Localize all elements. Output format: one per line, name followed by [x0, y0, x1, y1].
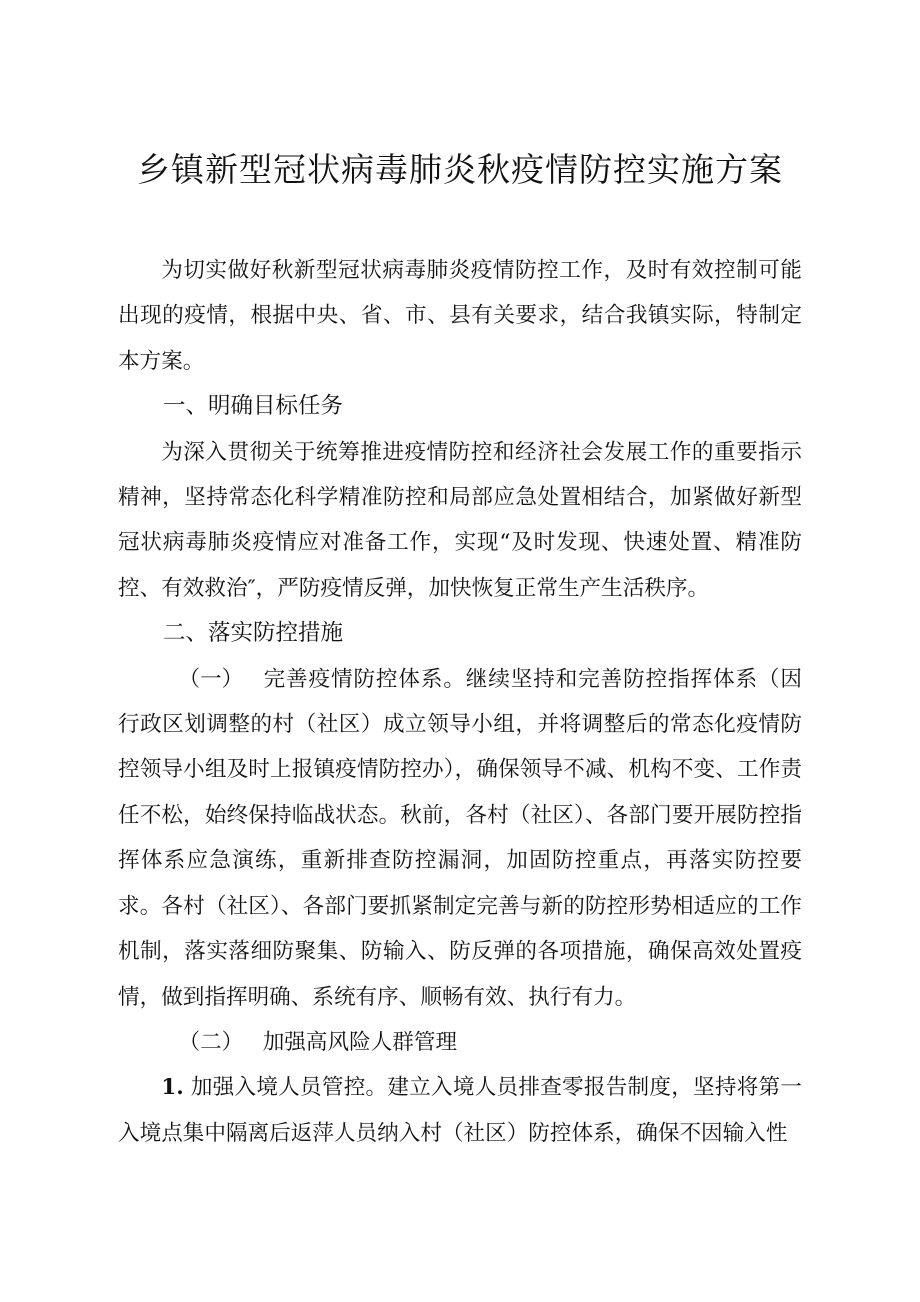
point-1-paragraph: [118, 1065, 802, 1156]
intro-paragraph: 为切实做好秋新型冠状病毒肺炎疫情防控工作，及时有效控制可能出现的疫情，根据中央、省、市、县有关要求，结合我镇实际，特制定本方案。: [118, 258, 802, 374]
subsection-2-marker: （二）: [178, 1029, 244, 1055]
subsection-1-paragraph: [118, 657, 802, 1020]
document-body: [118, 248, 802, 1156]
point-1-text: 加强入境人员管控。建立入境人员排查零报告制度，坚持将第一入境点集中隔离后返萍人员纳入村（社区）防控体系，确保不因输入性: [118, 1075, 802, 1146]
section-heading-1: 一、明确目标任务: [163, 393, 344, 420]
point-1-number: 1.: [161, 1075, 184, 1101]
document-title: 乡镇新型冠状病毒肺炎秋疫情防控实施方案: [137, 150, 783, 189]
subsection-1-marker: （一）: [178, 666, 244, 692]
subsection-1-text: 完善疫情防控体系。继续坚持和完善防控指挥体系（因行政区划调整的村（社区）成立领导小组，并将调整后的常态化疫情防控领导小组及时上报镇疫情防控办），确保领导不减、机构不变、工作责任不松，始终保持临战状态。秋前，各村（社区）、各部门要开展防控指挥体系应急演练，重新排查防控漏洞，加固防控重点，再落实防控要求。各村（社区）、各部门要抓紧制定完善与新的防控形势相适应的工作机制，落实落细防聚集、防输入、防反弹的各项措施，确保高效处置疫情，做到指挥明确、系统有序、顺畅有效、执行有力。: [118, 666, 802, 1010]
subsection-2-text: 加强高风险人群管理: [262, 1029, 458, 1055]
section-heading-2: 二、落实防控措施: [163, 620, 344, 647]
subsection-2-paragraph: [118, 1020, 802, 1065]
section-1-paragraph: 为深入贯彻关于统筹推进疫情防控和经济社会发展工作的重要指示精神，坚持常态化科学精准防控和局部应急处置相结合，加紧做好新型冠状病毒肺炎疫情应对准备工作，实现“及时发现、快速处置、精准防控、有效救治″，严防疫情反弹，加快恢复正常生产生活秩序。: [118, 439, 802, 601]
